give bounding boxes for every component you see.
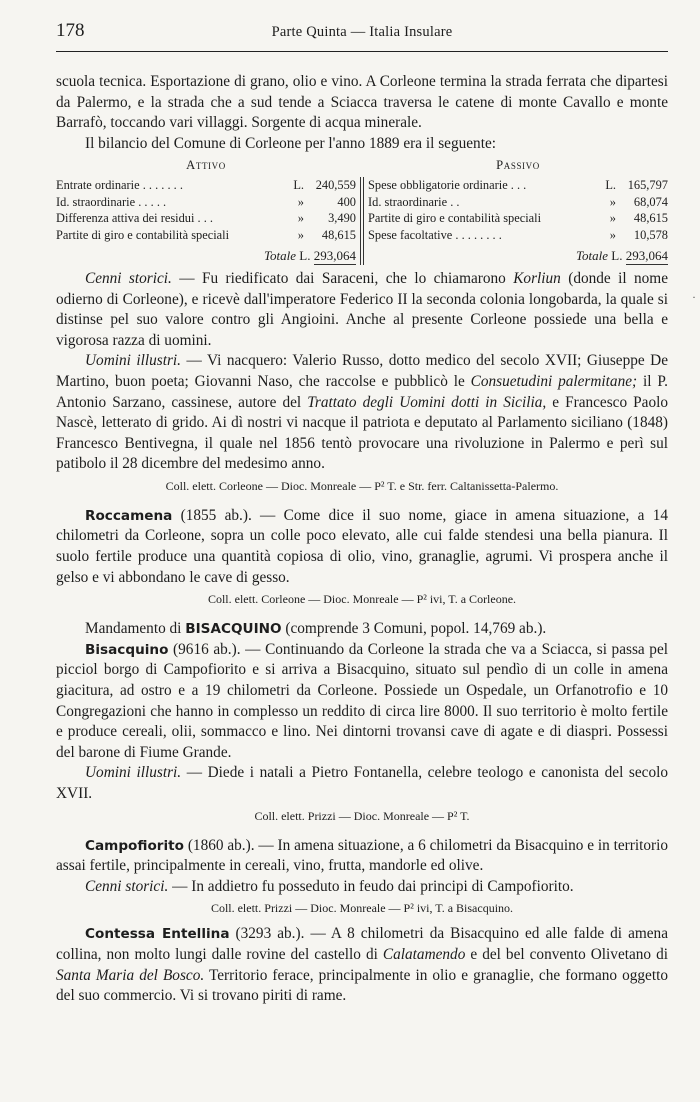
attivo-row-value: 3,490 [328,211,356,226]
text-run: e Francesco Paolo Nascè, letterato di grido. Ai dì nostri vi nacque il patriota e deputato al Parlamento siciliano (1848) Francesco Bentivegna, il quale nel 1856 tentò provocare una rivoluzione in Palermo e perì sul patibolo il 28 dicembre del medesimo anno. [56,393,669,473]
paragraph-cenni-storici-campofiorito [56,877,668,898]
attivo-row [56,210,356,227]
text-run: — In addietro fu posseduto in feudo dai principi di Campofiorito. [168,877,574,895]
passivo-row-label: Spese facoltative . . . . . . . . [368,227,502,242]
passivo-total-row [368,246,668,265]
calatamendo-term: Calatamendo [382,945,466,963]
attivo-row [56,194,356,211]
attivo-row-currency: » [297,211,304,226]
paragraph-uomini-illustri-corleone [56,351,668,475]
passivo-row-currency: » [609,211,616,226]
passivo-row-amount [610,194,668,211]
attivo-row [56,177,356,194]
passivo-row [368,227,668,244]
text-run: (3293 ab.). — A 8 chilometri da Bisacquino ed alle falde di amena collina, non molto lungi dalle rovine del castello di [56,925,668,963]
text-run: e del bel convento Olivetano di [465,945,668,963]
uomini-illustri-label: Uomini illustri. [85,352,182,370]
attivo-row-label: Entrate ordinarie . . . . . . . [56,177,183,192]
attivo-row-value: 48,615 [321,227,356,242]
attivo-row-label: Differenza attiva dei residui . . . [56,211,214,226]
balance-passivo-column [368,157,668,265]
paragraph-campofiorito [56,836,668,877]
attivo-total-value: 293,064 [313,248,356,264]
passivo-rows [368,177,668,243]
paragraph-uomini-illustri-bisacquino [56,763,668,804]
coll-elett-bisacquino: Coll. elett. Prizzi — Dioc. Monreale — P² T. [254,808,470,823]
text-run: (9616 ab.). — Continuando da Corleone la strada che va a Sciacca, si passa pel picciol borgo di Campofiorito e si arriva a Bisacquino, situato sul pendìo di un colle in amena giacitura, ad ostro e a 19 chilometri da Corleone. Possiede un Ospedale, un Orfanotrofio e 10 Congregazioni che hanno in complesso un reddito di circa lire 8000. Il suo territorio è molto fertile e produce cereali, olii, sommacco e lino. Nei dintorni trovansi cave di agate e di diaspri. Possessi del barone di Fiume Grande. [56,640,668,761]
consuetudini-title: Consuetudini palermitane; [470,372,638,390]
bisacquino-name: Bisacquino [85,641,169,658]
text-run: (1860 ab.). — In amena situazione, a 6 chilometri da Bisacquino e in territorio assai fertile, principalmente in cereali, vino, frutta, mandorle ed olive. [56,836,668,875]
paragraph-cenni-storici-corleone [56,269,668,351]
page-body [56,72,668,1007]
attivo-row-amount [298,194,356,211]
page-header [56,20,668,44]
attivo-row-currency: L. [293,177,304,192]
attivo-row-amount [293,177,356,194]
passivo-heading: Passivo [496,158,540,173]
passivo-row-value: 165,797 [627,177,668,192]
page-number: 178 [56,20,85,41]
passivo-row-value: 48,615 [633,211,668,226]
cenni-storici-label: Cenni storici. [85,877,169,895]
paragraph-bisacquino [56,640,668,764]
uomini-illustri-label: Uomini illustri. [85,764,182,782]
attivo-row-value: 240,559 [315,177,356,192]
text-run: Mandamento di [85,620,186,638]
trattato-title: Trattato degli Uomini dotti in Sicilia, [307,393,547,411]
passivo-row-label: Id. straordinarie . . [368,194,460,209]
coll-elett-campofiorito: Coll. elett. Prizzi — Dioc. Monreale — P² ivi, T. a Bisacquino. [210,901,514,916]
passivo-row-amount [610,210,668,227]
passivo-total-value: 293,064 [625,248,668,264]
paragraph-corleone-end: scuola tecnica. Esportazione di grano, olio e vino. A Corleone termina la strada ferrata che dipartesi da Palermo, e la strada che a sud tende a Sciacca traversa le catene di monte Cavallo e monte Barrafò, toccando vari villaggi. Sorgente di acqua minerale. [56,73,668,132]
passivo-row [368,177,668,194]
passivo-row-amount [605,177,668,194]
text-run: il P. Antonio Sarzano, cassinese, autore del [56,372,668,411]
attivo-total-row [56,246,356,265]
attivo-row-amount [298,210,356,227]
passivo-total-currency: L. [611,248,623,264]
text-run: Territorio ferace, principalmente in olio e granaglie, che formano oggetto del suo commercio. Vi si trovano piriti di rame. [56,966,668,1005]
balance-table [56,157,668,265]
balance-column-divider [356,157,368,265]
coll-elett-corleone: Coll. elett. Corleone — Dioc. Monreale — P² T. e Str. ferr. Caltanissetta-Palermo. [165,478,559,493]
passivo-total-label: Totale [576,248,609,264]
paragraph-mandamento-bisacquino [56,619,668,640]
attivo-row-label: Id. straordinarie . . . . . [56,194,167,209]
running-title: Parte Quinta — Italia Insulare [271,24,453,40]
santa-maria-term: Santa Maria del Bosco. [56,966,205,984]
attivo-heading: Attivo [186,158,226,173]
contessa-entellina-name: Contessa Entellina [85,926,230,943]
passivo-row-label: Spese obbligatorie ordinarie . . . [368,177,527,192]
margin-mark: · [692,290,696,304]
attivo-row-currency: » [297,194,304,209]
text-run: — Diede i natali a Pietro Fontanella, celebre teologo e canonista del secolo XVII. [56,764,669,802]
passivo-row-currency: L. [605,177,616,192]
attivo-row-currency: » [297,227,304,242]
roccamena-name: Roccamena [85,507,173,524]
balance-attivo-column [56,157,356,265]
header-rule [56,51,668,52]
text-run: — Fu riedificato dai Saraceni, che lo chiamarono [171,269,514,287]
paragraph-bilancio-intro: Il bilancio del Comune di Corleone per l'anno 1889 era il seguente: [85,134,496,152]
text-run: (comprende 3 Comuni, popol. 14,769 ab.). [281,620,547,638]
attivo-rows [56,177,356,243]
passivo-row-amount [610,227,668,244]
coll-elett-roccamena: Coll. elett. Corleone — Dioc. Monreale — P² ivi, T. a Corleone. [207,592,517,607]
text-run: — Vi nacquero: Valerio Russo, dotto medico del secolo XVII; Giuseppe De Martino, buon poeta; Giovanni Naso, che raccolse e pubblicò le [56,352,669,390]
attivo-total-label: Totale [264,248,297,264]
campofiorito-name: Campofiorito [85,837,184,854]
korliun-term: Korliun [513,269,561,287]
attivo-row-value: 400 [337,194,356,209]
passivo-row-value: 10,578 [633,227,668,242]
passivo-row [368,210,668,227]
passivo-row [368,194,668,211]
passivo-row-label: Partite di giro e contabilità speciali [368,211,542,226]
attivo-total-currency: L. [299,248,311,264]
mandamento-name: BISACQUINO [185,621,282,638]
attivo-row-label: Partite di giro e contabilità speciali [56,227,230,242]
paragraph-contessa-entellina [56,924,668,1006]
text-run: (1855 ab.). — Come dice il suo nome, giace in amena situazione, a 14 chilometri da Corleone, sopra un colle poco elevato, alle cui falde stendesi una bella pianura. Il suolo fertile produce una quantità copiosa di olio, vino, granaglie, agrumi. Vi prospera anche il gelso e vi abbondano le cave di gesso. [56,506,668,586]
passivo-row-currency: » [609,194,616,209]
paragraph-roccamena [56,506,668,588]
attivo-row [56,227,356,244]
passivo-row-currency: » [609,227,616,242]
cenni-storici-label: Cenni storici. [85,269,172,287]
attivo-row-amount [298,227,356,244]
text-run: (donde il nome odierno di Corleone), e ricevè dall'imperatore Federico II la seconda colonia longobarda, la quale si distinse pel suo valore contro gli Angioini. Anche al presente Corleone possiede una bella e vigorosa razza di uomini. [56,269,668,349]
passivo-row-value: 68,074 [633,194,668,209]
